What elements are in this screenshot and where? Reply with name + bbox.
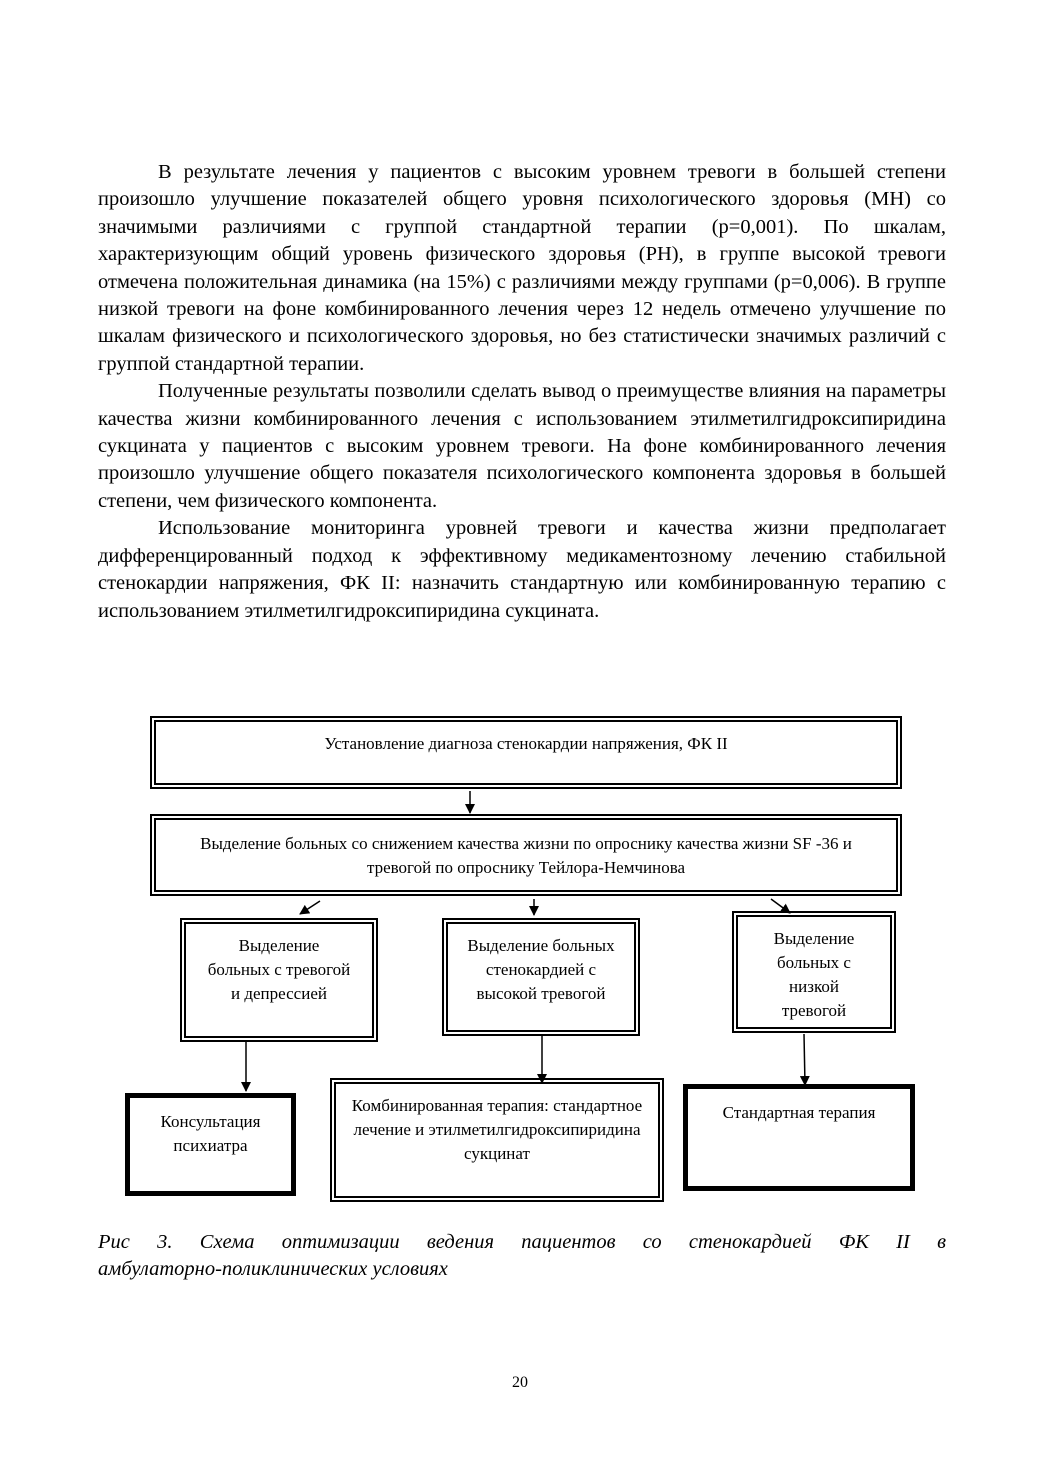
box-group-low-anxiety-text: Выделение больных с низкой тревогой — [773, 929, 855, 1020]
arrow-low-anxiety-to-standard — [804, 1034, 805, 1085]
page-number: 20 — [512, 1374, 528, 1391]
figure-caption — [98, 1229, 946, 1283]
caption-line-2: амбулаторно-поликлинических условиях — [98, 1258, 448, 1280]
box-selection-text: Выделение больных со снижением качества жизни по опроснику качества жизни SF -36 и тревогой по опроснику Тейлора-Немчинова — [200, 834, 852, 877]
paragraph-1: В результате лечения у пациентов с высоким уровнем тревоги в большей степени произошло улучшение показателей общего уровня психологического здоровья (МН) со значимыми различиями с группой стандартной терапии (р=0,001). По шкалам, характеризующим общий уровень физического здоровья (РН), в группе высокой тревоги отмечена положительная динамика (на 15%) с различиями между группами (р=0,006). В группе низкой тревоги на фоне комбинированного лечения через 12 недель отмечено улучшение по шкалам физического и психологического здоровья, но без статистически значимых различий с группой стандартной терапии. — [98, 161, 946, 375]
box-psychiatrist-text: Консультация психиатра — [160, 1112, 261, 1155]
box-diagnosis-text: Установление диагноза стенокардии напряжения, ФК II — [324, 734, 728, 753]
paragraph-3: Использование мониторинга уровней тревоги и качества жизни предполагает дифференцированный подход к эффективному медикаментозному лечению стабильной стенокардии напряжения, ФК II: назначить стандартную или комбинированную терапию с использованием этилметилгидроксипиридина сукцината. — [98, 517, 946, 622]
box-combined-therapy-text: Комбинированная терапия: стандартное лечение и этилметилгидроксипиридина сукцинат — [351, 1096, 643, 1163]
arrow-selection-to-low-anxiety — [771, 899, 790, 913]
box-group-depression-text: Выделение больных с тревогой и депрессией — [207, 936, 351, 1003]
arrow-selection-to-depression — [300, 901, 320, 914]
caption-line-1: Рис 3. Схема оптимизации ведения пациентов со стенокардией ФК II в — [98, 1231, 946, 1253]
box-group-high-anxiety-text: Выделение больных стенокардией с высокой тревогой — [467, 936, 615, 1003]
box-standard-therapy-text: Стандартная терапия — [722, 1103, 876, 1122]
paragraph-2: Полученные результаты позволили сделать вывод о преимуществе влияния на параметры качества жизни комбинированного лечения с использованием этилметилгидроксипиридина сукцината у пациентов с высоким уровнем тревоги. На фоне комбинированного лечения произошло улучшение общего показателя психологического компонента здоровья в большей степени, чем физического компонента. — [98, 380, 946, 512]
